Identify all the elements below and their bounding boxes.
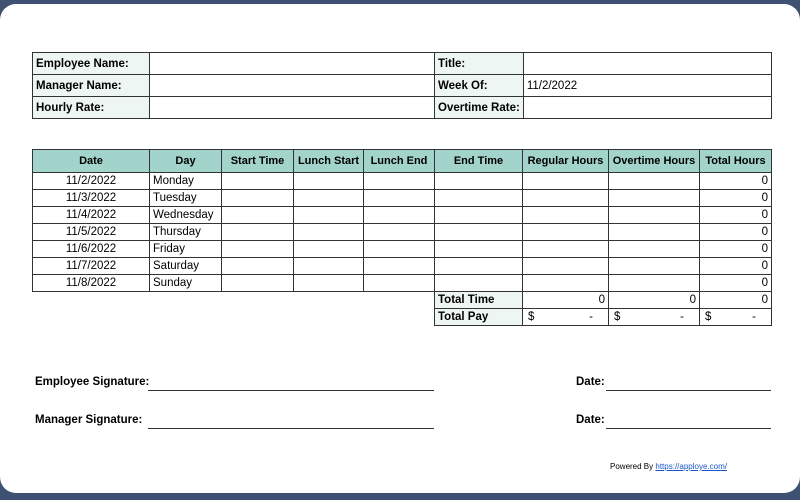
employee-signature-label: Employee Signature:	[35, 376, 150, 388]
table-row	[33, 258, 772, 275]
cell-regular[interactable]	[523, 190, 609, 207]
cell-day: Monday	[150, 173, 222, 190]
cell-regular[interactable]	[523, 241, 609, 258]
cell-overtime[interactable]	[609, 241, 700, 258]
cell-day: Saturday	[150, 258, 222, 275]
cell-lunch-start[interactable]	[294, 241, 364, 258]
week-of-label: Week Of:	[435, 75, 524, 97]
hourly-rate-field[interactable]	[150, 97, 435, 119]
cell-total: 0	[700, 275, 772, 292]
cell-total: 0	[700, 173, 772, 190]
cell-regular[interactable]	[523, 207, 609, 224]
cell-day: Tuesday	[150, 190, 222, 207]
cell-overtime[interactable]	[609, 224, 700, 241]
header-lunch-end: Lunch End	[364, 150, 435, 173]
cell-overtime[interactable]	[609, 190, 700, 207]
table-row	[33, 190, 772, 207]
table-row	[33, 207, 772, 224]
overtime-rate-label: Overtime Rate:	[435, 97, 524, 119]
table-row	[33, 275, 772, 292]
regular-pay: $ -	[523, 309, 609, 326]
title-label: Title:	[435, 53, 524, 75]
employee-date-label: Date:	[576, 376, 605, 388]
cell-date: 11/5/2022	[33, 224, 150, 241]
total-regular-hours: 0	[523, 292, 609, 309]
cell-start[interactable]	[222, 258, 294, 275]
cell-lunch-end[interactable]	[364, 258, 435, 275]
cell-day: Wednesday	[150, 207, 222, 224]
cell-start[interactable]	[222, 207, 294, 224]
cell-day: Sunday	[150, 275, 222, 292]
cell-total: 0	[700, 207, 772, 224]
overtime-rate-field[interactable]	[523, 97, 771, 119]
cell-lunch-end[interactable]	[364, 190, 435, 207]
manager-signature-line[interactable]	[148, 428, 434, 429]
cell-overtime[interactable]	[609, 173, 700, 190]
cell-lunch-start[interactable]	[294, 275, 364, 292]
cell-date: 11/8/2022	[33, 275, 150, 292]
cell-date: 11/7/2022	[33, 258, 150, 275]
employee-info-table	[32, 52, 772, 119]
cell-end[interactable]	[435, 275, 523, 292]
powered-by: Powered By https://apploye.com/	[610, 462, 727, 471]
cell-end[interactable]	[435, 258, 523, 275]
cell-lunch-end[interactable]	[364, 275, 435, 292]
cell-total: 0	[700, 258, 772, 275]
table-row	[33, 224, 772, 241]
header-total-hours: Total Hours	[700, 150, 772, 173]
cell-lunch-end[interactable]	[364, 207, 435, 224]
header-row	[33, 150, 772, 173]
header-overtime-hours: Overtime Hours	[609, 150, 700, 173]
total-overtime-hours: 0	[609, 292, 700, 309]
cell-lunch-end[interactable]	[364, 241, 435, 258]
header-regular-hours: Regular Hours	[523, 150, 609, 173]
cell-regular[interactable]	[523, 275, 609, 292]
cell-date: 11/6/2022	[33, 241, 150, 258]
cell-start[interactable]	[222, 241, 294, 258]
manager-date-label: Date:	[576, 414, 605, 426]
total-pay-label: Total Pay	[435, 309, 523, 326]
total-time-label: Total Time	[435, 292, 523, 309]
cell-start[interactable]	[222, 173, 294, 190]
cell-end[interactable]	[435, 241, 523, 258]
cell-total: 0	[700, 241, 772, 258]
header-end-time: End Time	[435, 150, 523, 173]
hourly-rate-label: Hourly Rate:	[33, 97, 150, 119]
header-day: Day	[150, 150, 222, 173]
total-hours: 0	[700, 292, 772, 309]
header-date: Date	[33, 150, 150, 173]
employee-name-field[interactable]	[150, 53, 435, 75]
header-start-time: Start Time	[222, 150, 294, 173]
cell-lunch-start[interactable]	[294, 207, 364, 224]
title-field[interactable]	[523, 53, 771, 75]
cell-lunch-start[interactable]	[294, 190, 364, 207]
cell-lunch-start[interactable]	[294, 224, 364, 241]
cell-end[interactable]	[435, 190, 523, 207]
manager-date-line[interactable]	[606, 428, 771, 429]
total-pay: $ -	[700, 309, 772, 326]
cell-overtime[interactable]	[609, 275, 700, 292]
cell-overtime[interactable]	[609, 258, 700, 275]
timesheet-table	[32, 149, 772, 326]
table-row	[33, 173, 772, 190]
cell-end[interactable]	[435, 207, 523, 224]
apploye-link[interactable]: https://apploye.com/	[655, 462, 727, 471]
header-lunch-start: Lunch Start	[294, 150, 364, 173]
employee-signature-line[interactable]	[148, 390, 434, 391]
manager-name-label: Manager Name:	[33, 75, 150, 97]
cell-start[interactable]	[222, 224, 294, 241]
manager-signature-label: Manager Signature:	[35, 414, 143, 426]
total-time-row	[33, 292, 772, 309]
cell-regular[interactable]	[523, 173, 609, 190]
manager-name-field[interactable]	[150, 75, 435, 97]
cell-end[interactable]	[435, 224, 523, 241]
cell-regular[interactable]	[523, 258, 609, 275]
cell-date: 11/3/2022	[33, 190, 150, 207]
week-of-field[interactable]: 11/2/2022	[523, 75, 771, 97]
cell-day: Friday	[150, 241, 222, 258]
cell-lunch-start[interactable]	[294, 258, 364, 275]
cell-start[interactable]	[222, 190, 294, 207]
employee-date-line[interactable]	[606, 390, 771, 391]
cell-date: 11/2/2022	[33, 173, 150, 190]
cell-total: 0	[700, 224, 772, 241]
table-row	[33, 241, 772, 258]
cell-start[interactable]	[222, 275, 294, 292]
overtime-pay: $ -	[609, 309, 700, 326]
total-pay-row	[33, 309, 772, 326]
cell-day: Thursday	[150, 224, 222, 241]
cell-total: 0	[700, 190, 772, 207]
cell-overtime[interactable]	[609, 207, 700, 224]
cell-date: 11/4/2022	[33, 207, 150, 224]
cell-lunch-start[interactable]	[294, 173, 364, 190]
cell-regular[interactable]	[523, 224, 609, 241]
cell-lunch-end[interactable]	[364, 173, 435, 190]
employee-name-label: Employee Name:	[33, 53, 150, 75]
cell-lunch-end[interactable]	[364, 224, 435, 241]
cell-end[interactable]	[435, 173, 523, 190]
